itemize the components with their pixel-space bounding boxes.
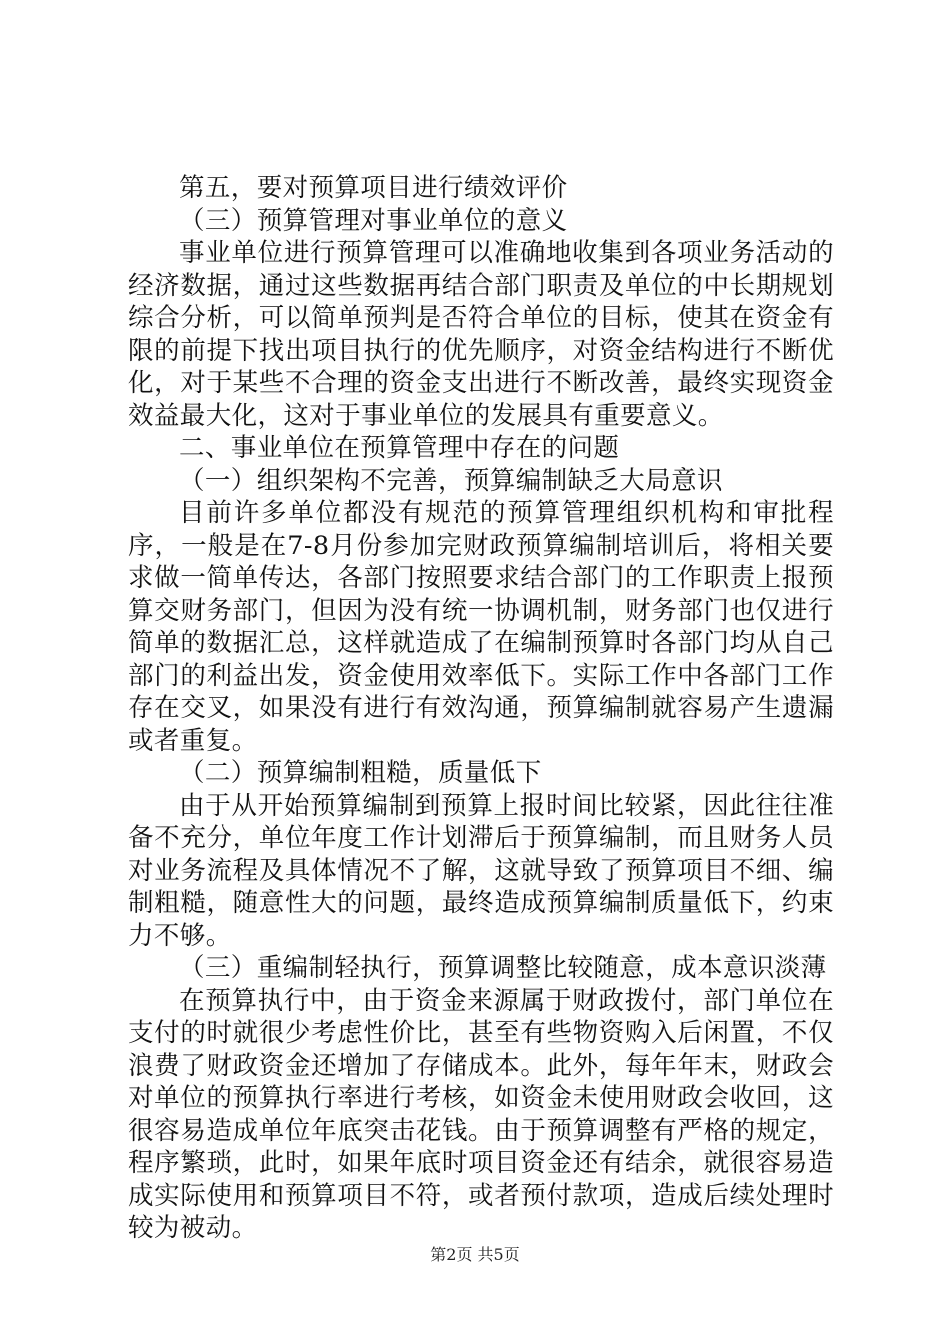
- paragraph-organization: 目前许多单位都没有规范的预算管理组织机构和审批程序，一般是在7-8月份参加完财政预算编制培训后，将相关要求做一简单传达，各部门按照要求结合部门的工作职责上报预算交财务部门，但因为没有统一协调机制，财务部门也仅进行简单的数据汇总，这样就造成了在编制预算时各部门均从自己部门的利益出发，资金使用效率低下。实际工作中各部门工作存在交叉，如果没有进行有效沟通，预算编制就容易产生遗漏或者重复。: [128, 498, 834, 756]
- section-heading-problems: 二、事业单位在预算管理中存在的问题: [179, 433, 620, 463]
- subheading-significance: （三）预算管理对事业单位的意义: [179, 205, 568, 236]
- paragraph-compilation: 由于从开始预算编制到预算上报时间比较紧，因此往往准备不充分，单位年度工作计划滞后于预算编制，而且财务人员对业务流程及具体情况不了解，这就导致了预算项目不细、编制粗糙，随意性大的问题，最终造成预算编制质量低下，约束力不够。: [128, 790, 834, 951]
- subheading-compilation: （二）预算编制粗糙，质量低下: [179, 758, 542, 788]
- subheading-organization: （一）组织架构不完善，预算编制缺乏大局意识: [179, 465, 723, 496]
- document-body: [128, 172, 834, 1245]
- page-number-footer: 第2页 共5页: [430, 1245, 520, 1264]
- subheading-execution: （三）重编制轻执行，预算调整比较随意，成本意识淡薄: [179, 953, 827, 983]
- paragraph-execution: 在预算执行中，由于资金来源属于财政拨付，部门单位在支付的时就很少考虑性价比，甚至有些物资购入后闲置，不仅浪费了财政资金还增加了存储成本。此外，每年年末，财政会对单位的预算执行率进行考核，如资金未使用财政会收回，这很容易造成单位年底突击花钱。由于预算调整有严格的规定，程序繁琐，此时，如果年底时项目资金还有结余，就很容易造成实际使用和预算项目不符，或者预付款项，造成后续处理时较为被动。: [128, 985, 834, 1243]
- paragraph-point-five: 第五，要对预算项目进行绩效评价: [179, 173, 568, 203]
- paragraph-significance: 事业单位进行预算管理可以准确地收集到各项业务活动的经济数据，通过这些数据再结合部门职责及单位的中长期规划综合分析，可以简单预判是否符合单位的目标，使其在资金有限的前提下找出项目执行的优先顺序，对资金结构进行不断优化，对于某些不合理的资金支出进行不断改善，最终实现资金效益最大化，这对于事业单位的发展具有重要意义。: [128, 238, 834, 431]
